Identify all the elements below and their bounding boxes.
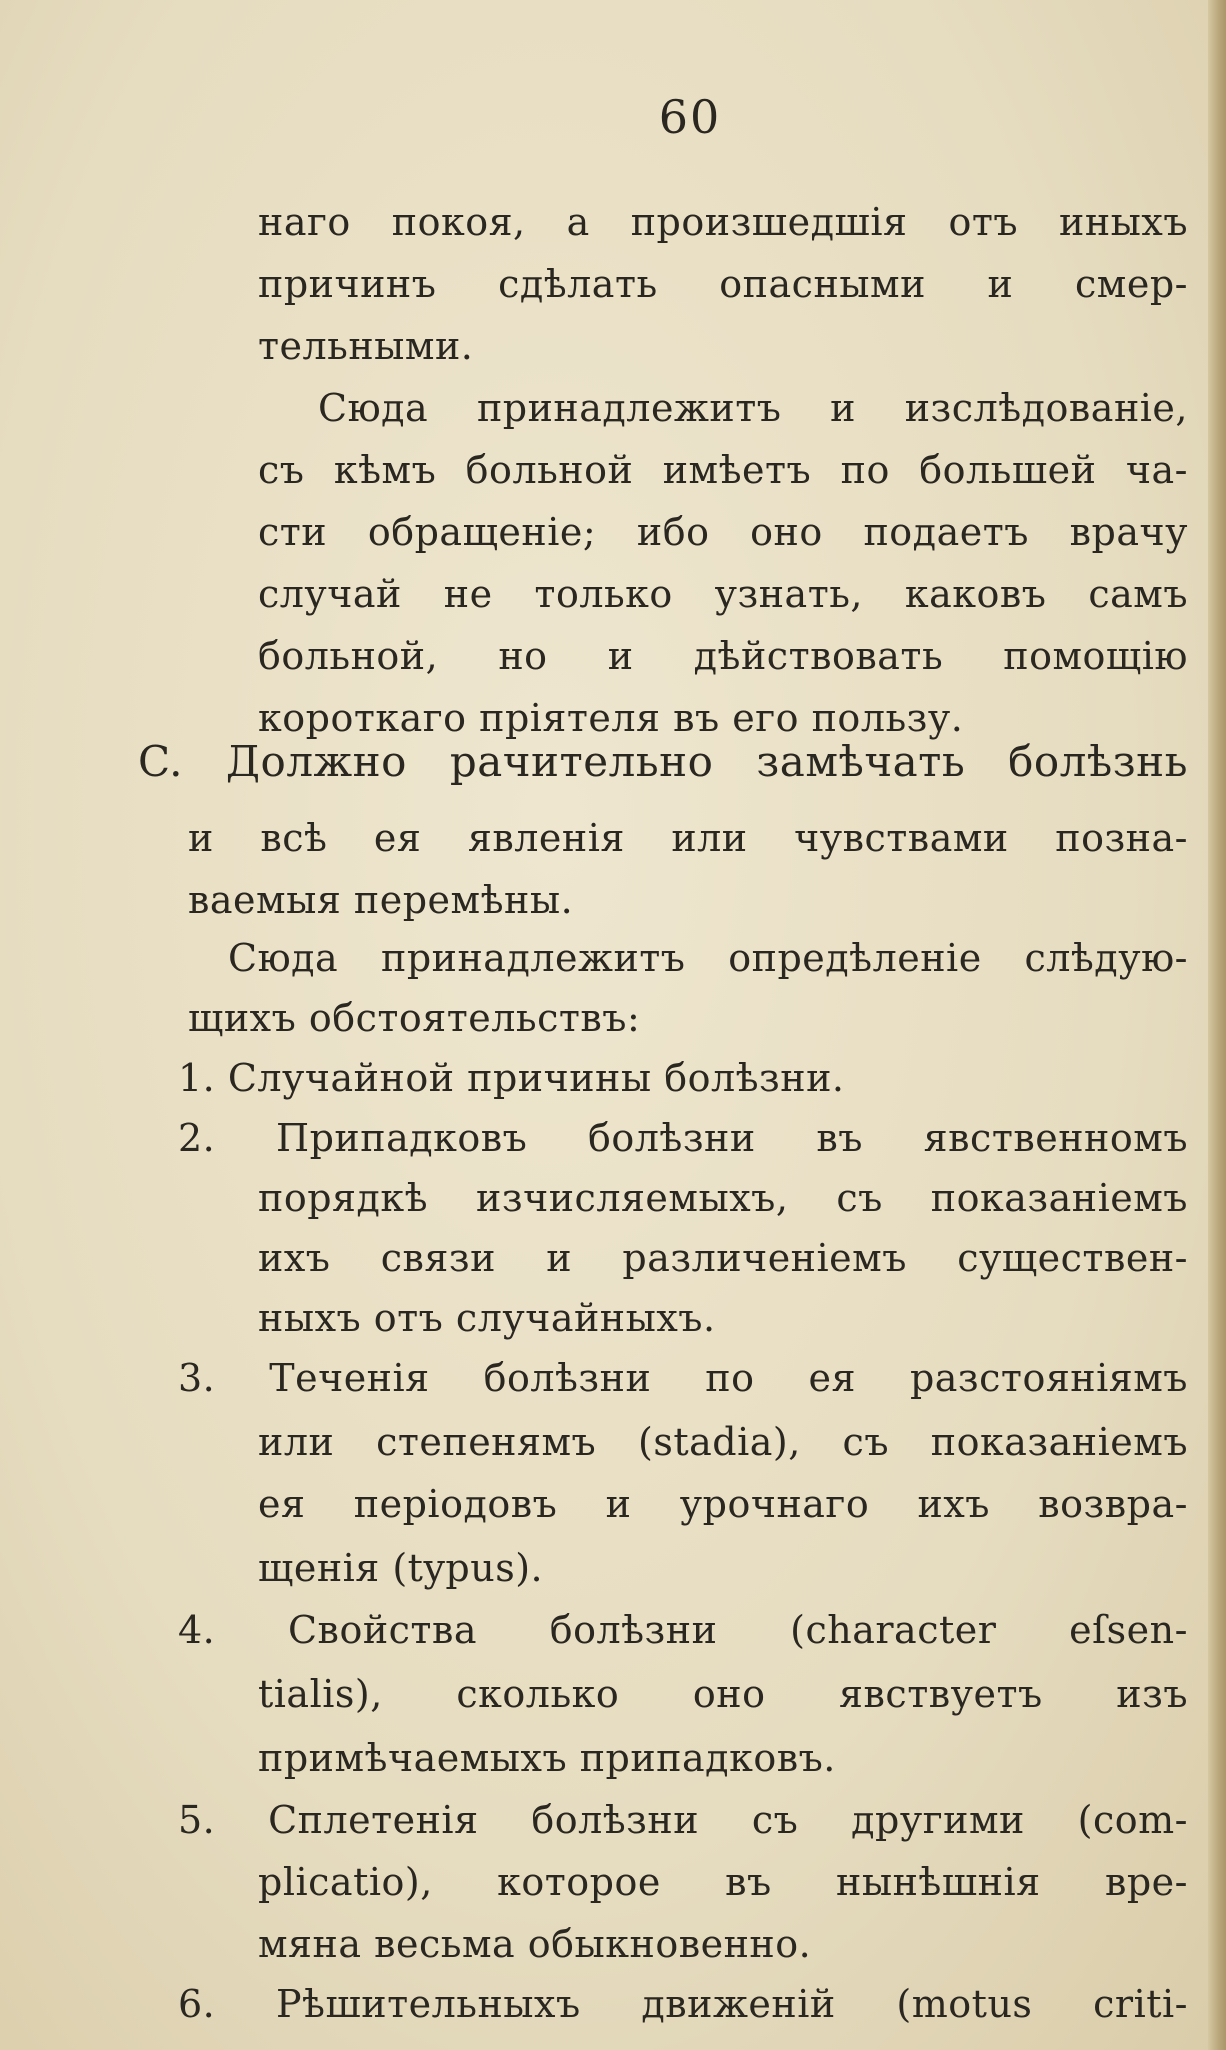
text-line: порядкѣ изчисляемыхъ, съ показаніемъ bbox=[258, 1176, 1188, 1220]
list-item-4: 4. Свойства болѣзни (character eſsen- bbox=[178, 1608, 1188, 1652]
text-line: причинъ сдѣлать опасными и смер- bbox=[258, 262, 1188, 306]
text-line: ея періодовъ и урочнаго ихъ возвра- bbox=[258, 1482, 1188, 1526]
text-line: наго покоя, а произшедшія отъ иныхъ bbox=[258, 200, 1188, 244]
text-line: Сюда принадлежитъ опредѣленіе слѣдую- bbox=[228, 936, 1188, 980]
text-line: plicatio), которое въ нынѣшнія вре- bbox=[258, 1860, 1188, 1904]
text-line: случай не только узнать, каковъ самъ bbox=[258, 572, 1188, 616]
text-line: мяна весьма обыкновенно. bbox=[258, 1922, 812, 1966]
list-item-3: 3. Теченія болѣзни по ея разстояніямъ bbox=[178, 1356, 1188, 1400]
text-line: ихъ связи и различеніемъ существен- bbox=[258, 1236, 1188, 1280]
list-item-6: 6. Рѣшительныхъ движеній (motus criti- bbox=[178, 1982, 1188, 2026]
text-line: Сюда принадлежитъ и изслѣдованіе, bbox=[318, 386, 1188, 430]
text-line: tialis), сколько оно явствуетъ изъ bbox=[258, 1672, 1188, 1716]
text-line: примѣчаемыхъ припадковъ. bbox=[258, 1736, 836, 1780]
text-line: тельными. bbox=[258, 324, 474, 368]
list-item-2: 2. Припадковъ болѣзни въ явственномъ bbox=[178, 1116, 1188, 1160]
list-item-1: 1. Случайной причины болѣзни. bbox=[178, 1056, 845, 1100]
list-item-5: 5. Сплетенія болѣзни съ другими (com- bbox=[178, 1798, 1188, 1842]
text-line: или степенямъ (stadia), съ показаніемъ bbox=[258, 1420, 1188, 1464]
section-heading-line: C. Должно рачительно замѣчать болѣзнь bbox=[138, 737, 1188, 786]
page-number: 60 bbox=[658, 90, 722, 144]
text-line: ныхъ отъ случайныхъ. bbox=[258, 1296, 716, 1340]
text-line: и всѣ ея явленія или чувствами позна- bbox=[188, 816, 1188, 860]
text-line: щенія (typus). bbox=[258, 1546, 544, 1590]
text-line: ваемыя перемѣны. bbox=[188, 878, 574, 922]
text-line: сти обращеніе; ибо оно подаетъ врачу bbox=[258, 510, 1188, 554]
text-line: съ кѣмъ больной имѣетъ по большей ча- bbox=[258, 448, 1188, 492]
text-line: короткаго пріятеля въ его пользу. bbox=[258, 696, 964, 740]
text-line: больной, но и дѣйствовать помощію bbox=[258, 634, 1188, 678]
text-line: щихъ обстоятельствъ: bbox=[188, 996, 641, 1040]
page-edge bbox=[1208, 0, 1226, 2050]
